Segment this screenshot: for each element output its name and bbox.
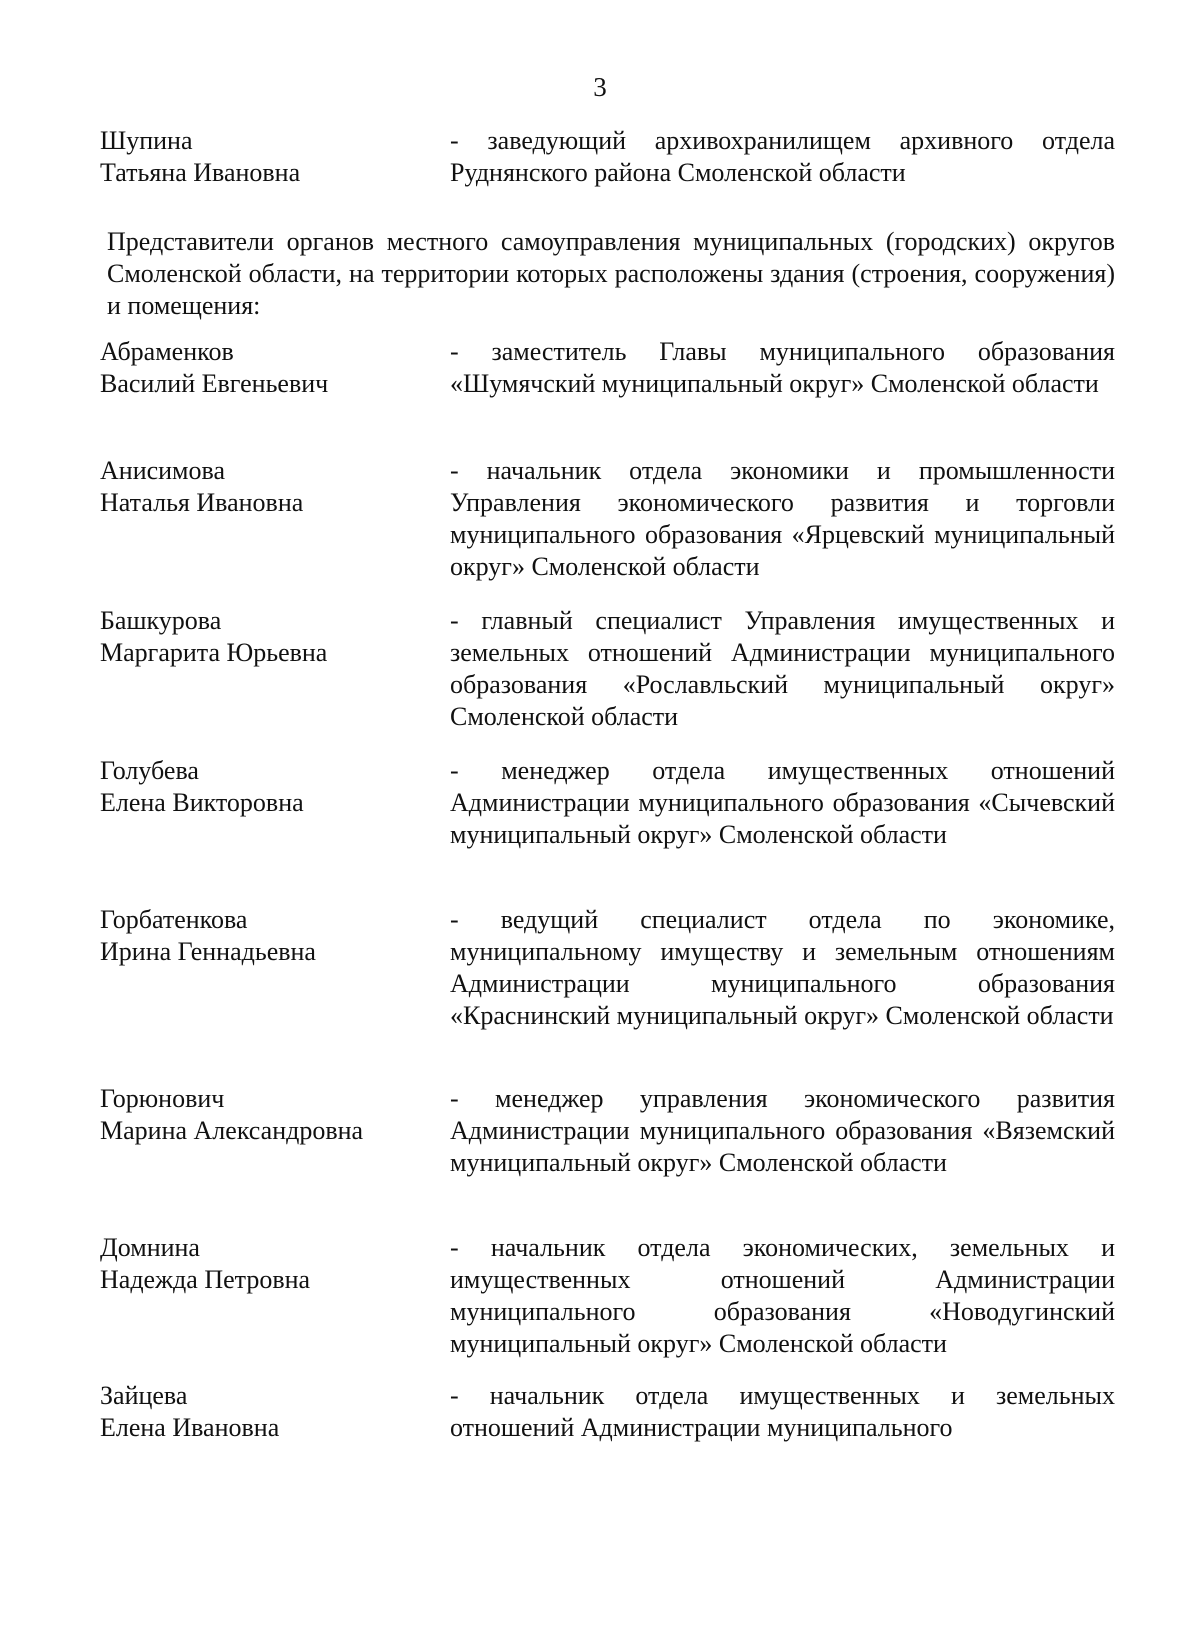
person-given-name: Елена Викторовна <box>100 788 304 817</box>
person-name <box>100 1083 420 1147</box>
page-number: 3 <box>593 72 607 102</box>
person-position: - менеджер отдела имущественных отношений Администрации муниципального образования «Сычевский муниципальный округ» Смоленской области <box>450 756 1115 849</box>
person-given-name: Елена Ивановна <box>100 1413 280 1442</box>
person-given-name: Маргарита Юрьевна <box>100 638 328 667</box>
person-name <box>100 1380 420 1444</box>
person-surname: Голубева <box>100 756 199 785</box>
person-surname: Башкурова <box>100 606 222 635</box>
person-surname: Горбатенкова <box>100 905 248 934</box>
person-given-name: Надежда Петровна <box>100 1265 311 1294</box>
person-surname: Горюнович <box>100 1084 225 1113</box>
section-intro: Представители органов местного самоуправления муниципальных (городских) округов Смоленской области, на территории которых расположены здания (строения, сооружения) и помещения: <box>107 227 1115 320</box>
person-name <box>100 125 420 189</box>
person-given-name: Василий Евгеньевич <box>100 369 329 398</box>
person-surname: Шупина <box>100 126 193 155</box>
person-name <box>100 455 420 519</box>
person-name <box>100 605 420 669</box>
person-given-name: Татьяна Ивановна <box>100 158 301 187</box>
person-name <box>100 1232 420 1296</box>
person-position: - начальник отдела имущественных и земельных отношений Администрации муниципального <box>450 1381 1115 1442</box>
person-surname: Домнина <box>100 1233 200 1262</box>
person-position: - заместитель Главы муниципального образования «Шумячский муниципальный округ» Смоленской области <box>450 337 1115 398</box>
person-name <box>100 904 420 968</box>
person-surname: Анисимова <box>100 456 225 485</box>
person-surname: Абраменков <box>100 337 234 366</box>
person-given-name: Наталья Ивановна <box>100 488 304 517</box>
person-position: - главный специалист Управления имущественных и земельных отношений Администрации муниципального образования «Рославльский муниципальный округ» Смоленской области <box>450 606 1115 731</box>
person-surname: Зайцева <box>100 1381 188 1410</box>
person-position: - менеджер управления экономического развития Администрации муниципального образования «Вяземский муниципальный округ» Смоленской области <box>450 1084 1115 1177</box>
person-position: - ведущий специалист отдела по экономике, муниципальному имуществу и земельным отношениям Администрации муниципального образования «Краснинский муниципальный округ» Смоленской области <box>450 905 1115 1030</box>
person-name <box>100 755 420 819</box>
person-given-name: Ирина Геннадьевна <box>100 937 316 966</box>
person-position: - заведующий архивохранилищем архивного отдела Руднянского района Смоленской области <box>450 126 1115 187</box>
person-position: - начальник отдела экономических, земельных и имущественных отношений Администрации муниципального образования «Новодугинский муниципальный округ» Смоленской области <box>450 1233 1115 1358</box>
person-position: - начальник отдела экономики и промышленности Управления экономического развития и торговли муниципального образования «Ярцевский муниципальный округ» Смоленской области <box>450 456 1115 581</box>
person-name <box>100 336 420 400</box>
person-given-name: Марина Александровна <box>100 1116 364 1145</box>
